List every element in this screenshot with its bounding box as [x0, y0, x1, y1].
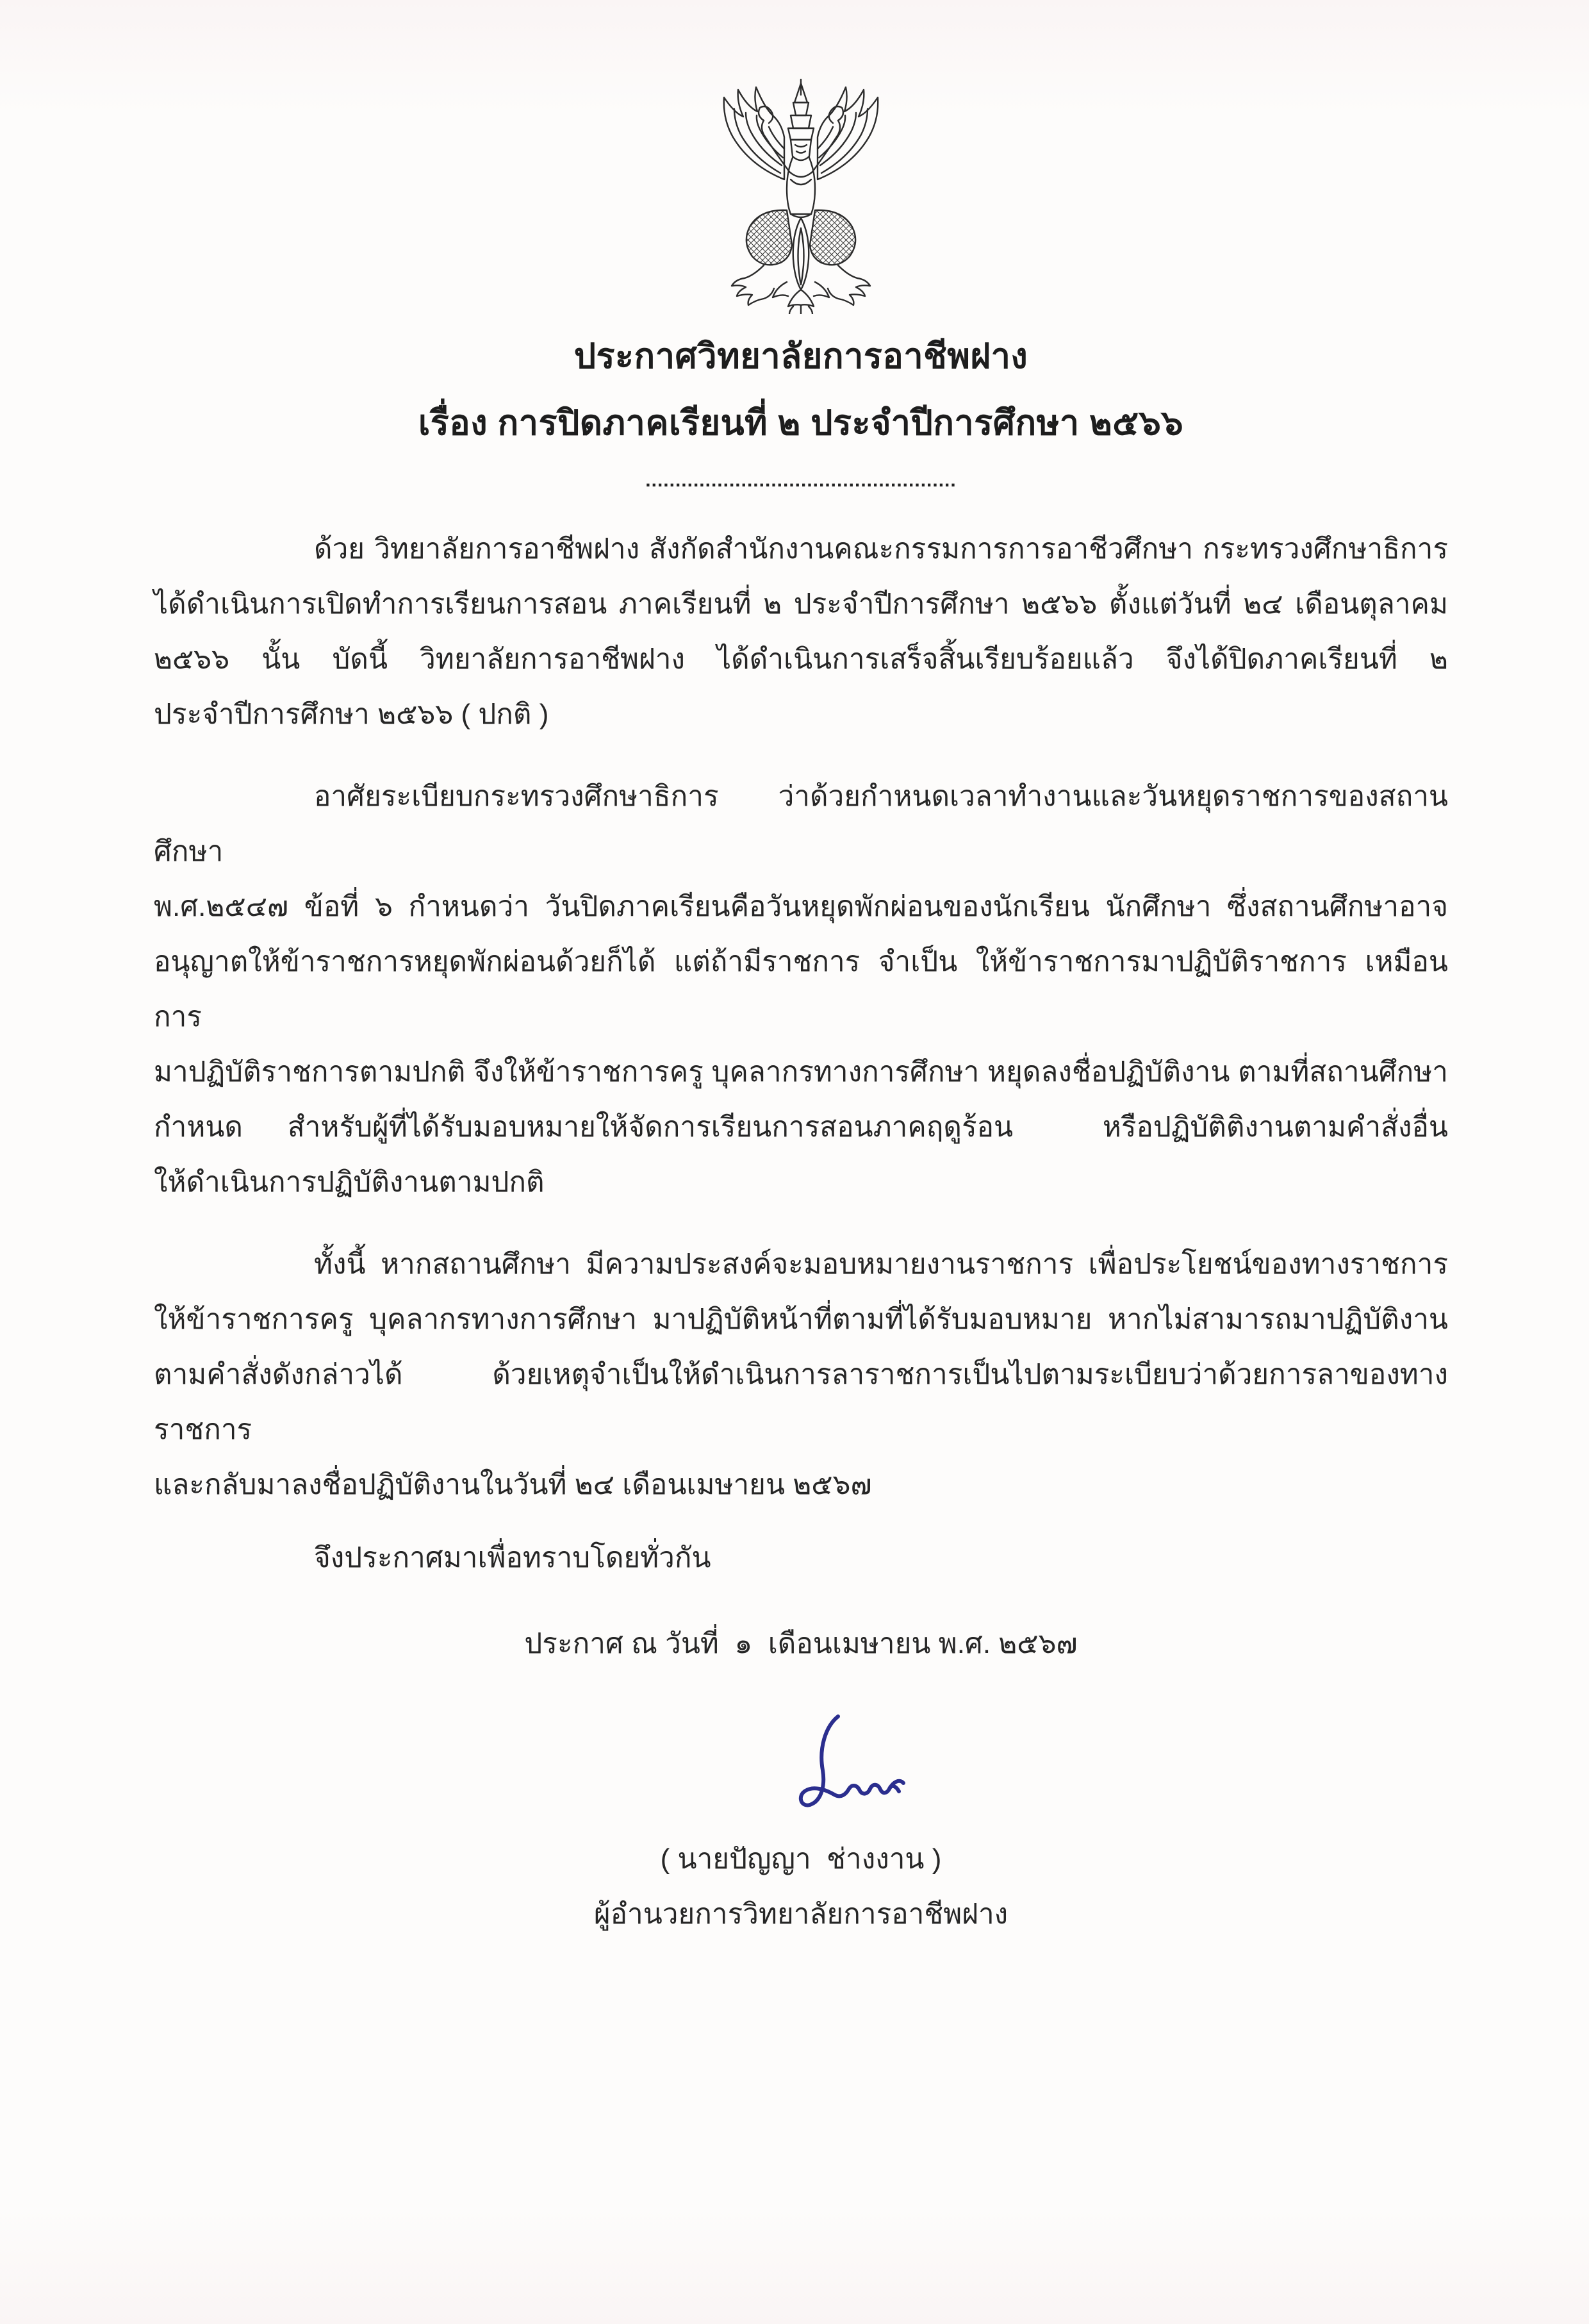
paragraph-line: มาปฏิบัติราชการตามปกติ จึงให้ข้าราชการครู บุคลากรทางการศึกษา หยุดลงชื่อปฏิบัติงาน ตามที่สถานศึกษา [154, 1056, 1448, 1088]
paragraph-line: ตามคำสั่งดังกล่าวได้ ด้วยเหตุจำเป็นให้ดำเนินการลาราชการเป็นไปตามระเบียบว่าด้วยการลาของทางราชการ [154, 1359, 1448, 1445]
paragraph-line: ให้ข้าราชการครู บุคลากรทางการศึกษา มาปฏิบัติหน้าที่ตามที่ได้รับมอบหมาย หากไม่สามารถมาปฏิบัติงาน [154, 1304, 1448, 1335]
announcement-title: ประกาศวิทยาลัยการอาชีพฝาง [573, 337, 1028, 376]
paragraph-line: ๒๕๖๖ นั้น บัดนี้ วิทยาลัยการอาชีพฝาง ได้ดำเนินการเสร็จสิ้นเรียบร้อยแล้ว จึงได้ปิดภาคเรียนที่ ๒ [154, 643, 1448, 675]
date-line: ประกาศ ณ วันที่ ๑ เดือนเมษายน พ.ศ. ๒๕๖๗ [524, 1628, 1078, 1659]
signer-name: ( นายปัญญา ช่างงาน ) [660, 1843, 942, 1875]
paragraph-line: และกลับมาลงชื่อปฏิบัติงานในวันที่ ๒๔ เดือนเมษายน ๒๕๖๗ [154, 1469, 872, 1500]
paragraph-line: อนุญาตให้ข้าราชการหยุดพักผ่อนด้วยก็ได้ แต่ถ้ามีราชการ จำเป็น ให้ข้าราชการมาปฏิบัติราชการ เหมือนการ [154, 946, 1448, 1033]
dotted-separator: .................................................... [645, 470, 957, 491]
paragraph-line: ทั้งนี้ หากสถานศึกษา มีความประสงค์จะมอบหมายงานราชการ เพื่อประโยชน์ของทางราชการ [314, 1249, 1448, 1280]
paragraph-line: ด้วย วิทยาลัยการอาชีพฝาง สังกัดสำนักงานคณะกรรมการการอาชีวศึกษา กระทรวงศึกษาธิการ [314, 533, 1448, 565]
document-page [0, 76, 1589, 2324]
body-paragraphs [154, 522, 1448, 1513]
garuda-emblem [705, 76, 897, 314]
closing-line: จึงประกาศมาเพื่อทราบโดยทั่วกัน [314, 1542, 711, 1573]
paragraph-line: ได้ดำเนินการเปิดทำการเรียนการสอน ภาคเรียนที่ ๒ ประจำปีการศึกษา ๒๕๖๖ ตั้งแต่วันที่ ๒๔ เดือนตุลาคม [154, 588, 1448, 620]
paragraph-line: กำหนด สำหรับผู้ที่ได้รับมอบหมายให้จัดการเรียนการสอนภาคฤดูร้อน หรือปฏิบัติติงานตามคำสั่งอื่น [154, 1111, 1448, 1143]
paragraph [154, 1237, 1448, 1513]
signer-position: ผู้อำนวยการวิทยาลัยการอาชีพฝาง [593, 1898, 1009, 1930]
paragraph-line: ให้ดำเนินการปฏิบัติงานตามปกติ [154, 1166, 545, 1198]
paragraph-line: พ.ศ.๒๕๔๗ ข้อที่ ๖ กำหนดว่า วันปิดภาคเรียนคือวันหยุดพักผ่อนของนักเรียน นักศึกษา ซึ่งสถานศึกษาอาจ [154, 891, 1448, 922]
handwritten-signature [762, 1710, 910, 1832]
paragraph [154, 522, 1448, 742]
paragraph [154, 769, 1448, 1210]
paragraph-line: ประจำปีการศึกษา ๒๕๖๖ ( ปกติ ) [154, 699, 549, 730]
announcement-subject: เรื่อง การปิดภาคเรียนที่ ๒ ประจำปีการศึกษา ๒๕๖๖ [418, 404, 1184, 442]
paragraph-line: อาศัยระเบียบกระทรวงศึกษาธิการ ว่าด้วยกำหนดเวลาทำงานและวันหยุดราชการของสถานศึกษา [154, 781, 1448, 867]
